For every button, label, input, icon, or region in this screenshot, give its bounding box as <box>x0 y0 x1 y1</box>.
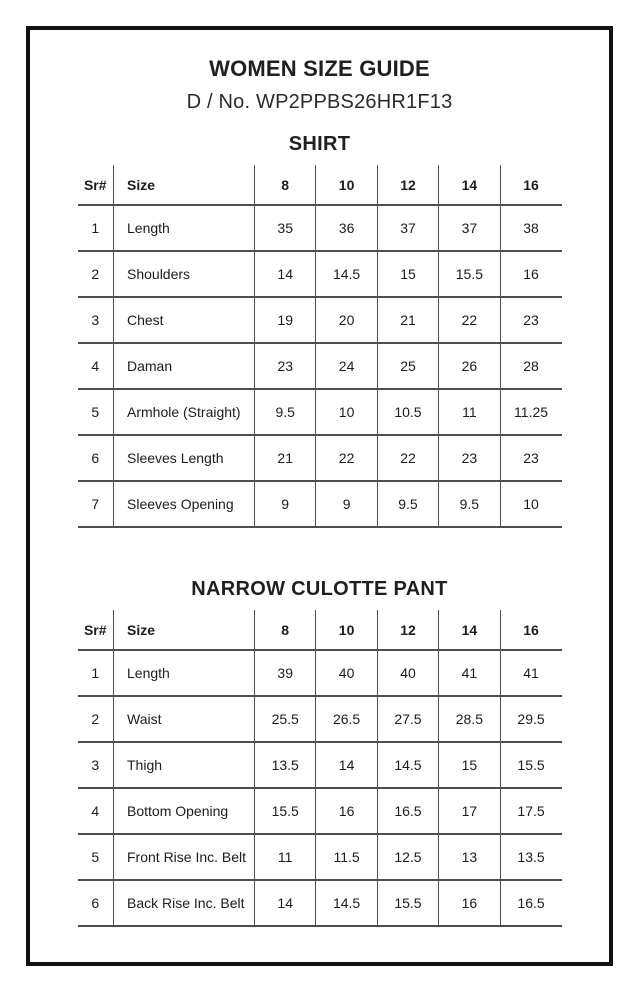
cell: 15.5 <box>255 788 316 834</box>
cell: 28.5 <box>439 696 500 742</box>
cell: 25.5 <box>255 696 316 742</box>
page-title: WOMEN SIZE GUIDE <box>209 56 430 81</box>
table-row <box>78 343 562 389</box>
size-guide-card <box>26 26 613 966</box>
column-header: Size <box>114 610 255 650</box>
cell: 16.5 <box>500 880 561 926</box>
cell: 11 <box>439 389 500 435</box>
cell: 15 <box>377 251 438 297</box>
cell: 16 <box>316 788 377 834</box>
cell: Back Rise Inc. Belt <box>114 880 255 926</box>
shirt-size-table <box>78 165 562 528</box>
cell: Sleeves Length <box>114 435 255 481</box>
cell: 1 <box>78 205 114 251</box>
cell: 17.5 <box>500 788 561 834</box>
cell: 21 <box>255 435 316 481</box>
cell: 26 <box>439 343 500 389</box>
cell: 40 <box>316 650 377 696</box>
cell: Thigh <box>114 742 255 788</box>
cell: 11 <box>255 834 316 880</box>
cell: 28 <box>500 343 561 389</box>
cell: 26.5 <box>316 696 377 742</box>
cell: 14 <box>255 880 316 926</box>
cell: Sleeves Opening <box>114 481 255 527</box>
cell: 9.5 <box>377 481 438 527</box>
cell: 21 <box>377 297 438 343</box>
pant-section <box>30 578 609 927</box>
cell: 14 <box>316 742 377 788</box>
cell: 10 <box>316 389 377 435</box>
cell: 20 <box>316 297 377 343</box>
column-header: 14 <box>439 165 500 205</box>
cell: 29.5 <box>500 696 561 742</box>
table-row <box>78 481 562 527</box>
cell: Armhole (Straight) <box>114 389 255 435</box>
cell: 41 <box>500 650 561 696</box>
cell: 16 <box>500 251 561 297</box>
cell: 17 <box>439 788 500 834</box>
table-row <box>78 650 562 696</box>
column-header: 12 <box>377 165 438 205</box>
cell: 22 <box>316 435 377 481</box>
cell: Waist <box>114 696 255 742</box>
cell: 5 <box>78 834 114 880</box>
cell: 14.5 <box>316 880 377 926</box>
cell: Length <box>114 205 255 251</box>
cell: 13.5 <box>255 742 316 788</box>
column-header: 10 <box>316 165 377 205</box>
pant-section-title: NARROW CULOTTE PANT <box>191 578 448 600</box>
cell: Front Rise Inc. Belt <box>114 834 255 880</box>
cell: 9 <box>255 481 316 527</box>
cell: 14.5 <box>377 742 438 788</box>
cell: 11.5 <box>316 834 377 880</box>
cell: 23 <box>439 435 500 481</box>
cell: 35 <box>255 205 316 251</box>
shirt-section-title: SHIRT <box>288 133 351 155</box>
cell: 6 <box>78 435 114 481</box>
cell: 16.5 <box>377 788 438 834</box>
cell: Daman <box>114 343 255 389</box>
column-header: 16 <box>500 610 561 650</box>
cell: 4 <box>78 343 114 389</box>
cell: Shoulders <box>114 251 255 297</box>
cell: 19 <box>255 297 316 343</box>
cell: 40 <box>377 650 438 696</box>
cell: 14.5 <box>316 251 377 297</box>
table-row <box>78 389 562 435</box>
cell: 12.5 <box>377 834 438 880</box>
cell: 11.25 <box>500 389 561 435</box>
table-row <box>78 788 562 834</box>
cell: 5 <box>78 389 114 435</box>
column-header: 8 <box>255 610 316 650</box>
column-header: 12 <box>377 610 438 650</box>
cell: 15.5 <box>377 880 438 926</box>
cell: 10 <box>500 481 561 527</box>
cell: 25 <box>377 343 438 389</box>
cell: 14 <box>255 251 316 297</box>
table-row <box>78 742 562 788</box>
cell: 3 <box>78 297 114 343</box>
cell: 37 <box>439 205 500 251</box>
column-header: 14 <box>439 610 500 650</box>
table-row <box>78 696 562 742</box>
cell: Bottom Opening <box>114 788 255 834</box>
shirt-section <box>30 133 609 528</box>
cell: 2 <box>78 251 114 297</box>
table-row <box>78 834 562 880</box>
cell: 9 <box>316 481 377 527</box>
cell: 37 <box>377 205 438 251</box>
cell: 36 <box>316 205 377 251</box>
cell: 4 <box>78 788 114 834</box>
cell: 13 <box>439 834 500 880</box>
cell: 1 <box>78 650 114 696</box>
cell: 10.5 <box>377 389 438 435</box>
table-row <box>78 880 562 926</box>
cell: 9.5 <box>439 481 500 527</box>
cell: 24 <box>316 343 377 389</box>
cell: 22 <box>439 297 500 343</box>
table-row <box>78 251 562 297</box>
cell: 6 <box>78 880 114 926</box>
pant-size-table <box>78 610 562 927</box>
cell: 23 <box>500 435 561 481</box>
cell: 27.5 <box>377 696 438 742</box>
cell: 15.5 <box>500 742 561 788</box>
cell: Length <box>114 650 255 696</box>
cell: 23 <box>500 297 561 343</box>
cell: Chest <box>114 297 255 343</box>
column-header: 8 <box>255 165 316 205</box>
table-row <box>78 435 562 481</box>
column-header: 16 <box>500 165 561 205</box>
cell: 15 <box>439 742 500 788</box>
cell: 23 <box>255 343 316 389</box>
cell: 39 <box>255 650 316 696</box>
column-header: 10 <box>316 610 377 650</box>
cell: 16 <box>439 880 500 926</box>
cell: 38 <box>500 205 561 251</box>
cell: 15.5 <box>439 251 500 297</box>
column-header: Sr# <box>83 621 107 638</box>
cell: 41 <box>439 650 500 696</box>
cell: 3 <box>78 742 114 788</box>
header-row <box>78 165 562 205</box>
cell: 7 <box>78 481 114 527</box>
table-row <box>78 205 562 251</box>
header-row <box>78 610 562 650</box>
cell: 13.5 <box>500 834 561 880</box>
column-header: Size <box>114 165 255 205</box>
cell: 2 <box>78 696 114 742</box>
table-row <box>78 297 562 343</box>
cell: 9.5 <box>255 389 316 435</box>
cell: 22 <box>377 435 438 481</box>
column-header: Sr# <box>83 176 107 193</box>
design-number: D / No. WP2PPBS26HR1F13 <box>186 91 453 113</box>
